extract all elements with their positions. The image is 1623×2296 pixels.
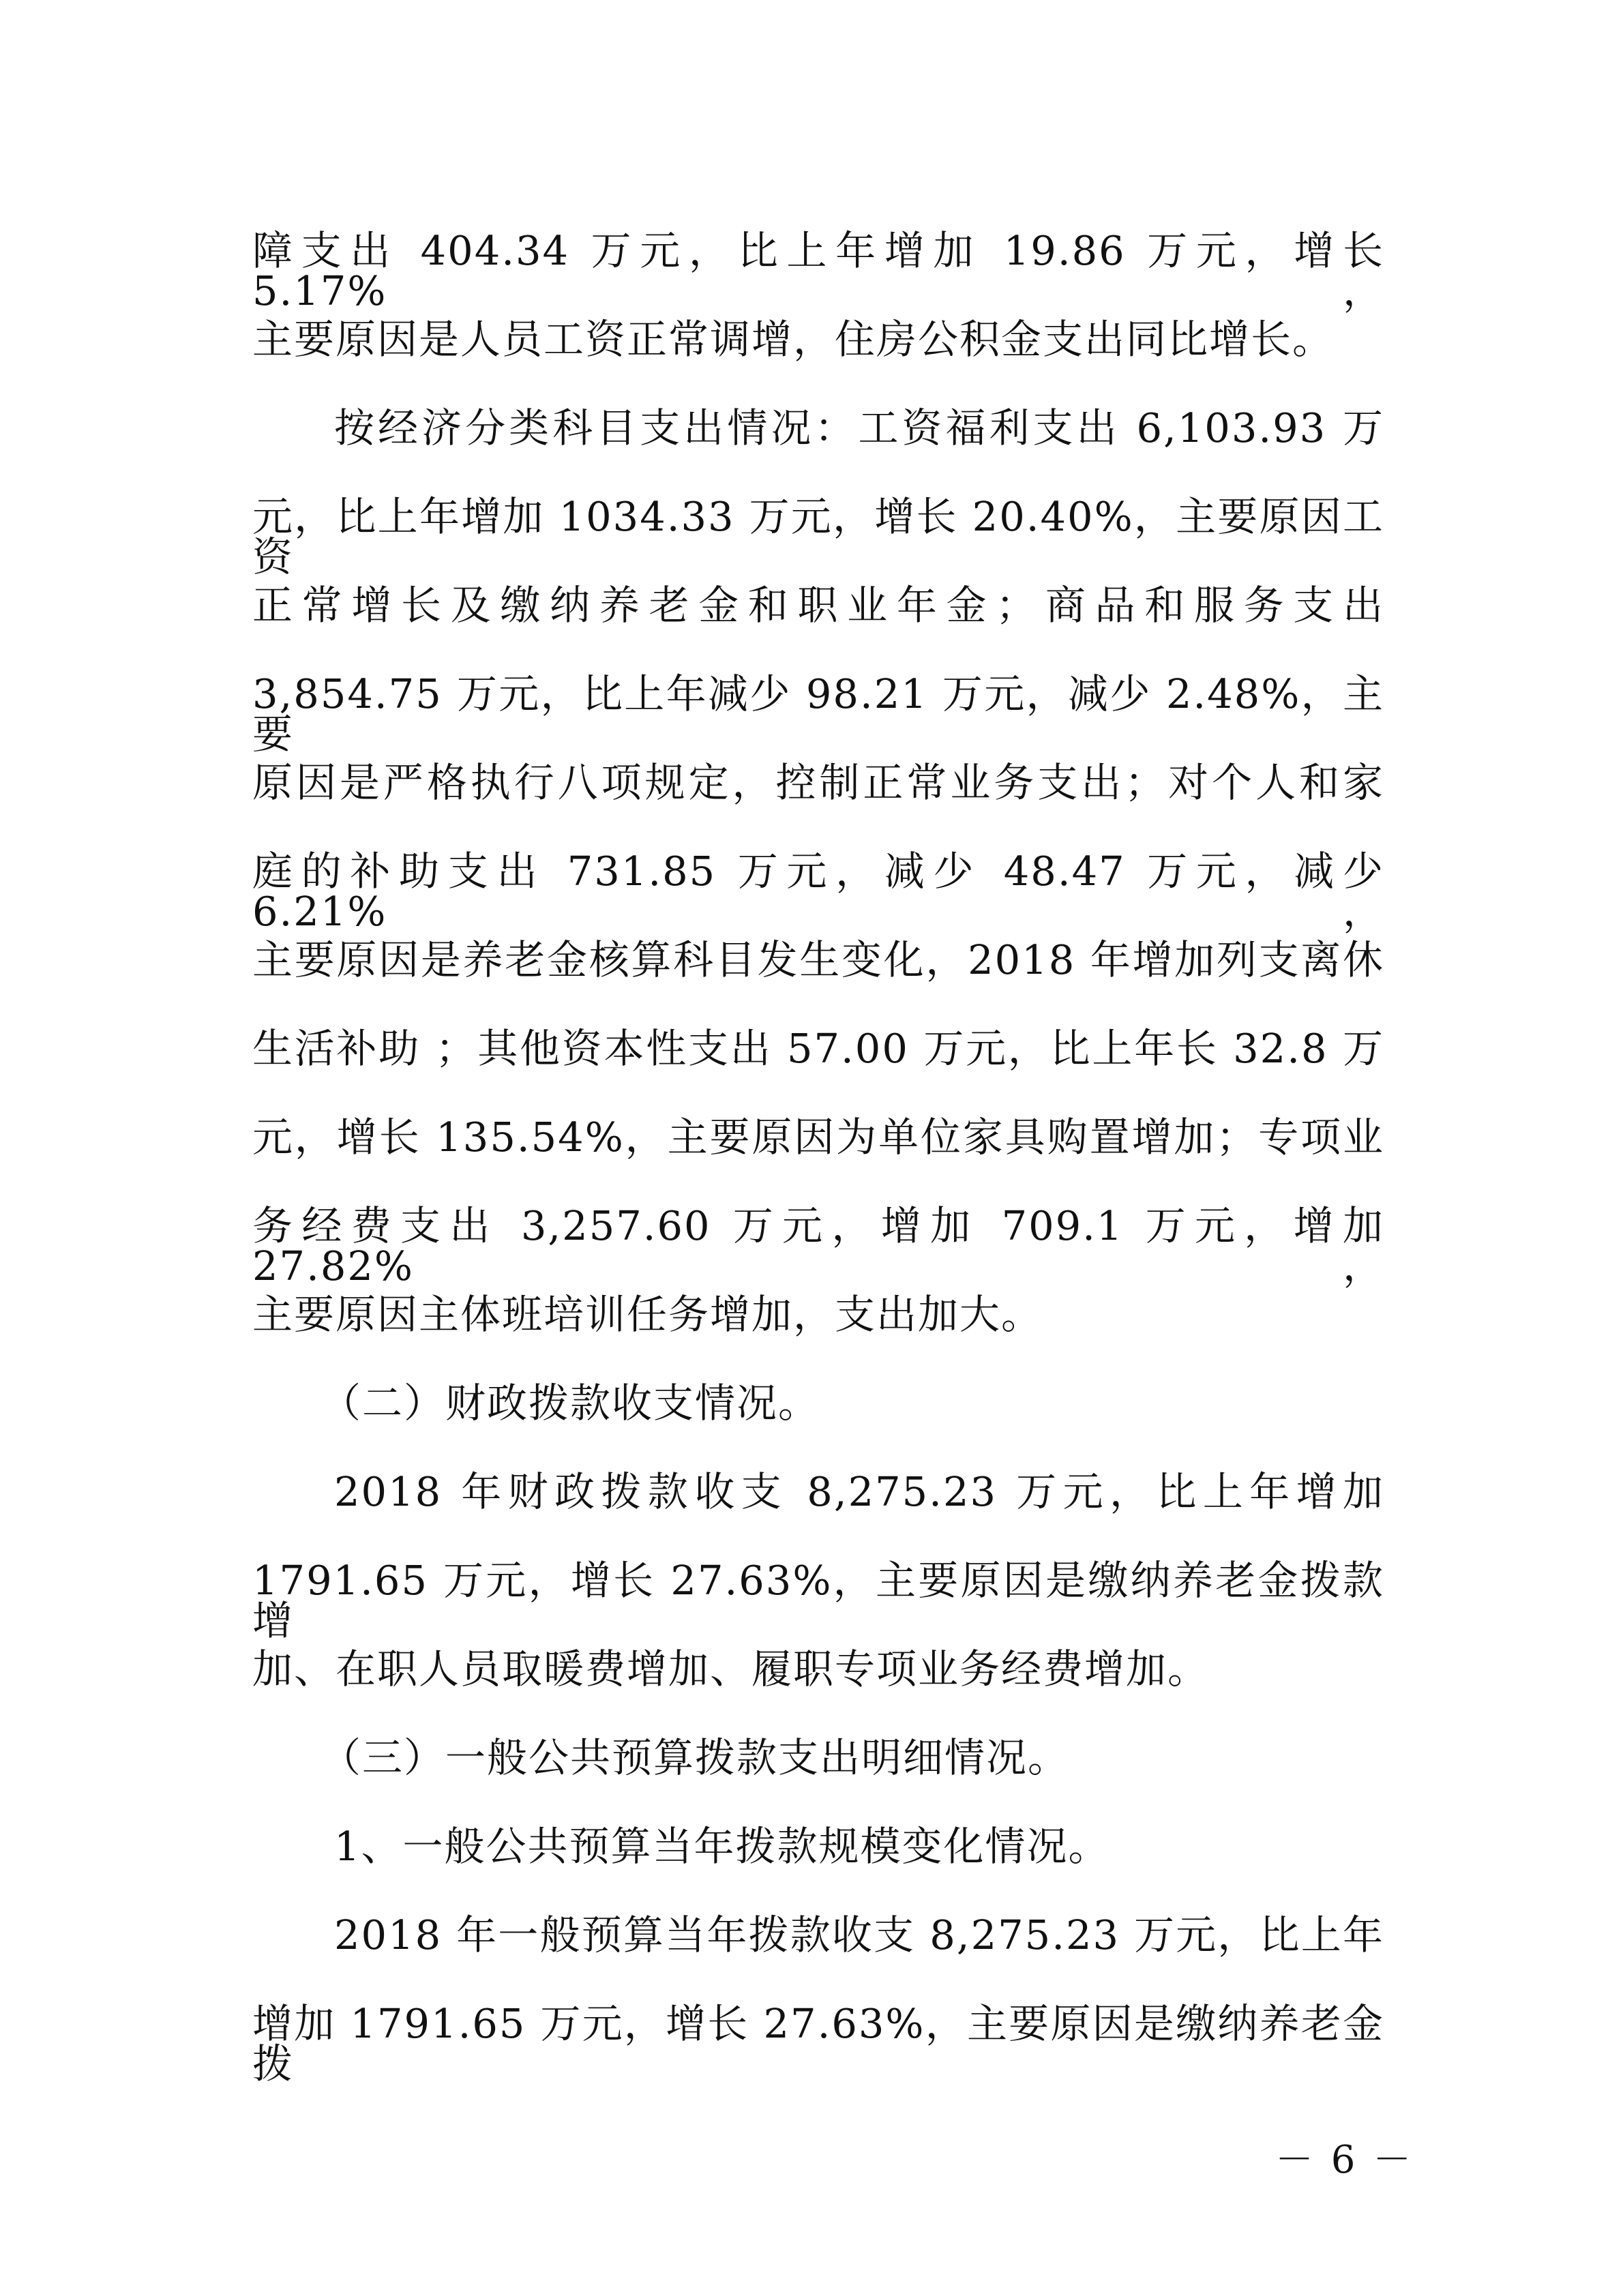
paragraph-first-line: 2018 年一般预算当年拨款收支 8,275.23 万元，比上年: [334, 1911, 1384, 1958]
body-text-line-4: 元，比上年增加 1034.33 万元，增长 20.40%，主要原因工资: [252, 493, 1384, 580]
body-text-line-12: 务经费支出 3,257.60 万元，增加 709.1 万元，增加 27.82%，: [252, 1202, 1384, 1289]
body-text-line-1: 障支出 404.34 万元，比上年增加 19.86 万元，增长 5.17%，: [252, 227, 1384, 314]
body-text-line-5: 正常增长及缴纳养老金和职业年金；商品和服务支出: [252, 582, 1384, 629]
body-text-line-11: 元，增长 135.54%，主要原因为单位家具购置增加；专项业: [252, 1114, 1384, 1161]
page-number: － 6 －: [1275, 2138, 1414, 2182]
body-text-line-17: 加、在职人员取暖费增加、履职专项业务经费增加。: [252, 1645, 1210, 1693]
body-text-line-2: 主要原因是人员工资正常调增，住房公积金支出同比增长。: [252, 316, 1335, 363]
body-text-line-6: 3,854.75 万元，比上年减少 98.21 万元，减少 2.48%，主要: [252, 670, 1384, 758]
section-heading-3: （三）一般公共预算拨款支出明细情况。: [321, 1734, 1070, 1781]
body-text-line-7: 原因是严格执行八项规定，控制正常业务支出；对个人和家: [252, 759, 1384, 806]
subsection-heading-1: 1、一般公共预算当年拨款规模变化情况。: [334, 1823, 1110, 1870]
body-text-line-10: 生活补助 ；其他资本性支出 57.00 万元，比上年长 32.8 万: [252, 1025, 1384, 1072]
paragraph-first-line: 按经济分类科目支出情况：工资福利支出 6,103.93 万: [334, 404, 1384, 451]
body-text-line-8: 庭的补助支出 731.85 万元，减少 48.47 万元，减少 6.21%，: [252, 848, 1384, 935]
section-heading-2: （二）财政拨款收支情况。: [321, 1380, 820, 1427]
body-text-line-13: 主要原因主体班培训任务增加，支出加大。: [252, 1291, 1043, 1338]
paragraph-first-line: 2018 年财政拨款收支 8,275.23 万元，比上年增加: [334, 1468, 1384, 1515]
body-text-line-21: 增加 1791.65 万元，增长 27.63%，主要原因是缴纳养老金拨: [252, 2000, 1384, 2087]
body-text-line-9: 主要原因是养老金核算科目发生变化，2018 年增加列支离休: [252, 936, 1384, 983]
body-text-line-16: 1791.65 万元，增长 27.63%，主要原因是缴纳养老金拨款增: [252, 1557, 1384, 1644]
